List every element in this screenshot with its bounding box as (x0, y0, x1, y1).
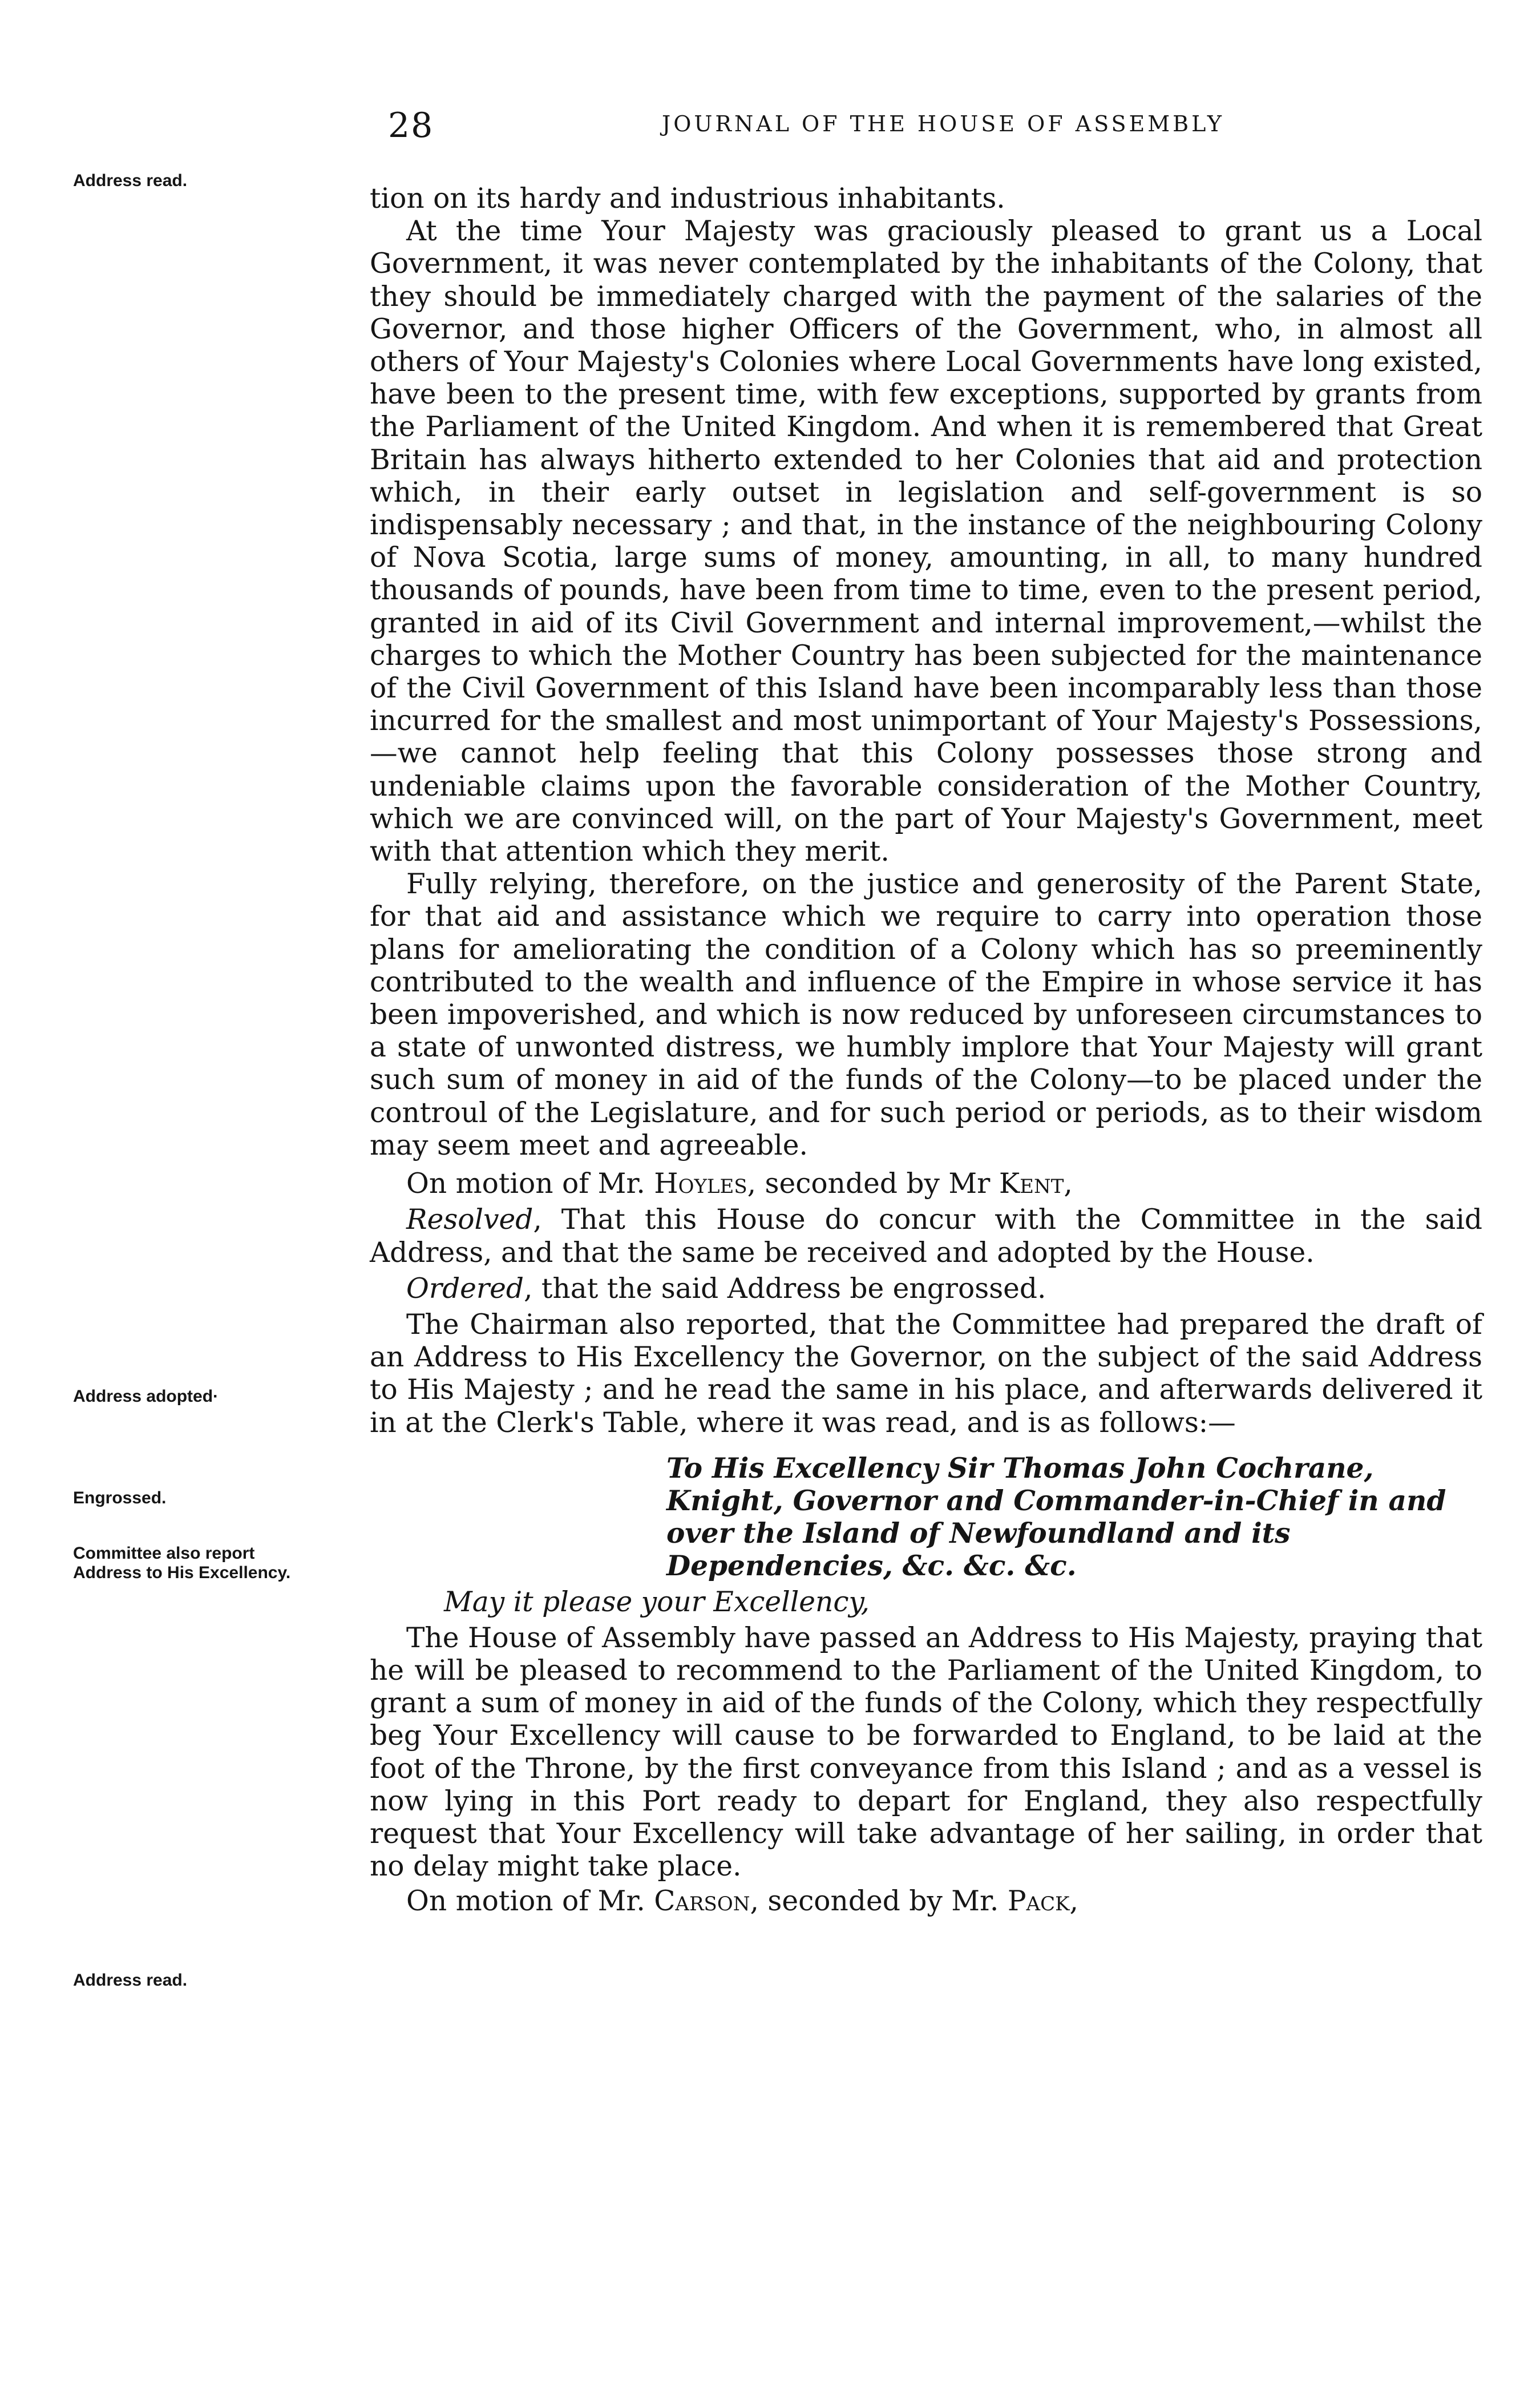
motion-text: On motion of Mr. (406, 1168, 654, 1200)
margin-note-address-read-2: Address read. (73, 1971, 188, 1990)
paragraph-motion-hoyles (370, 1168, 1482, 1200)
resolved-text: , That this House do concur with the Committee in the said Address, and that the same be received and adopted by the House. (370, 1204, 1482, 1269)
motion-text: , seconded by Mr. (750, 1885, 1008, 1918)
paragraph-chairman-report: The Chairman also reported, that the Committee had prepared the draft of an Address to His Excellency the Governor, on the subject of the said Address to His Majesty ; and he read the same in his place, and afterwards delivered it in at the Clerk's Table, where it was read, and is as follows:— (370, 1308, 1482, 1439)
ordered-label: Ordered (406, 1272, 524, 1305)
member-name: Kent (999, 1168, 1064, 1200)
paragraph-local-government: At the time Your Majesty was graciously pleased to grant us a Local Government, it was never contemplated by the inhabitants of the Colony, that they should be immediately charged with the payment of the salaries of the Governor, and those higher Officers of the Government, who, in almost all others of Your Majesty's Colonies where Local Governments have long existed, have been to the present time, with few exceptions, supported by grants from the Parliament of the United Kingdom. And when it is remembered that Great Britain has always hitherto extended to her Colonies that aid and protection which, in their early outset in legislation and self-government is so indispensably necessary ; and that, in the instance of the neighbouring Colony of Nova Scotia, large sums of money, amounting, in all, to many hundred thousands of pounds, have been from time to time, even to the present period, granted in aid of its Civil Government and internal improvement,—whilst the charges to which the Mother Country has been subjected for the maintenance of the Civil Government of this Island have been incomparably less than those incurred for the smallest and most unimportant of Your Majesty's Possessions, —we cannot help feeling that this Colony possesses those strong and undeniable claims upon the favorable consideration of the Mother Country, which we are convinced will, on the part of Your Majesty's Government, meet with that attention which they merit. (370, 215, 1482, 868)
member-name: Carson (654, 1885, 750, 1918)
motion-text: On motion of Mr. (406, 1885, 654, 1918)
paragraph-continuation: tion on its hardy and industrious inhabitants. (370, 183, 1005, 215)
paragraph-ordered (370, 1273, 1482, 1305)
paragraph-house-address: The House of Assembly have passed an Address to His Majesty, praying that he will be pleased to recommend to the Parliament of the United Kingdom, to grant a sum of money in aid of the funds of the Colony, which they respectfully beg Your Excellency will cause to be forwarded to England, to be laid at the foot of the Throne, by the first conveyance from this Island ; and as a vessel is now lying in this Port ready to depart for England, they also respectfully request that Your Excellency will take advantage of her sailing, in order that no delay might take place. (370, 1622, 1482, 1883)
salutation: May it please your Excellency, (444, 1586, 870, 1618)
motion-text: , (1069, 1885, 1078, 1918)
margin-note-address-read: Address read. (73, 171, 188, 190)
paragraph-resolved (370, 1204, 1482, 1269)
member-name: Hoyles (654, 1168, 747, 1200)
paragraph-fully-relying: Fully relying, therefore, on the justice and generosity of the Parent State, for that aid and assistance which we require to carry into operation those plans for ameliorating the condition of a Colony which has so preeminently contributed to the wealth and influence of the Empire in whose service it has been impoverished, and which is now reduced by unforeseen circumstances to a state of unwonted distress, we humbly implore that Your Majesty will grant such sum of money in aid of the funds of the Colony—to be placed under the controul of the Legislature, and for such period or periods, as to their wisdom may seem meet and agreeable. (370, 868, 1482, 1161)
margin-note-committee-report: Committee also report Address to His Excellency. (73, 1544, 291, 1582)
motion-text: , seconded by Mr (747, 1168, 999, 1200)
margin-note-address-adopted: Address adopted· (73, 1387, 219, 1406)
running-head: JOURNAL OF THE HOUSE OF ASSEMBLY (662, 111, 1224, 136)
motion-text: , (1064, 1168, 1073, 1200)
margin-note-engrossed: Engrossed. (73, 1489, 167, 1507)
paragraph-motion-carson (370, 1885, 1482, 1918)
page-number: 28 (388, 106, 434, 146)
member-name: Pack (1007, 1885, 1070, 1918)
resolved-label: Resolved (406, 1204, 533, 1236)
address-heading: To His Excellency Sir Thomas John Cochrane, Knight, Governor and Commander-in-Chief in and over the Island of Newfoundland and its Dependencies, &c. &c. &c. (666, 1451, 1446, 1583)
journal-body (370, 183, 1482, 1918)
ordered-text: , that the said Address be engrossed. (524, 1272, 1046, 1305)
